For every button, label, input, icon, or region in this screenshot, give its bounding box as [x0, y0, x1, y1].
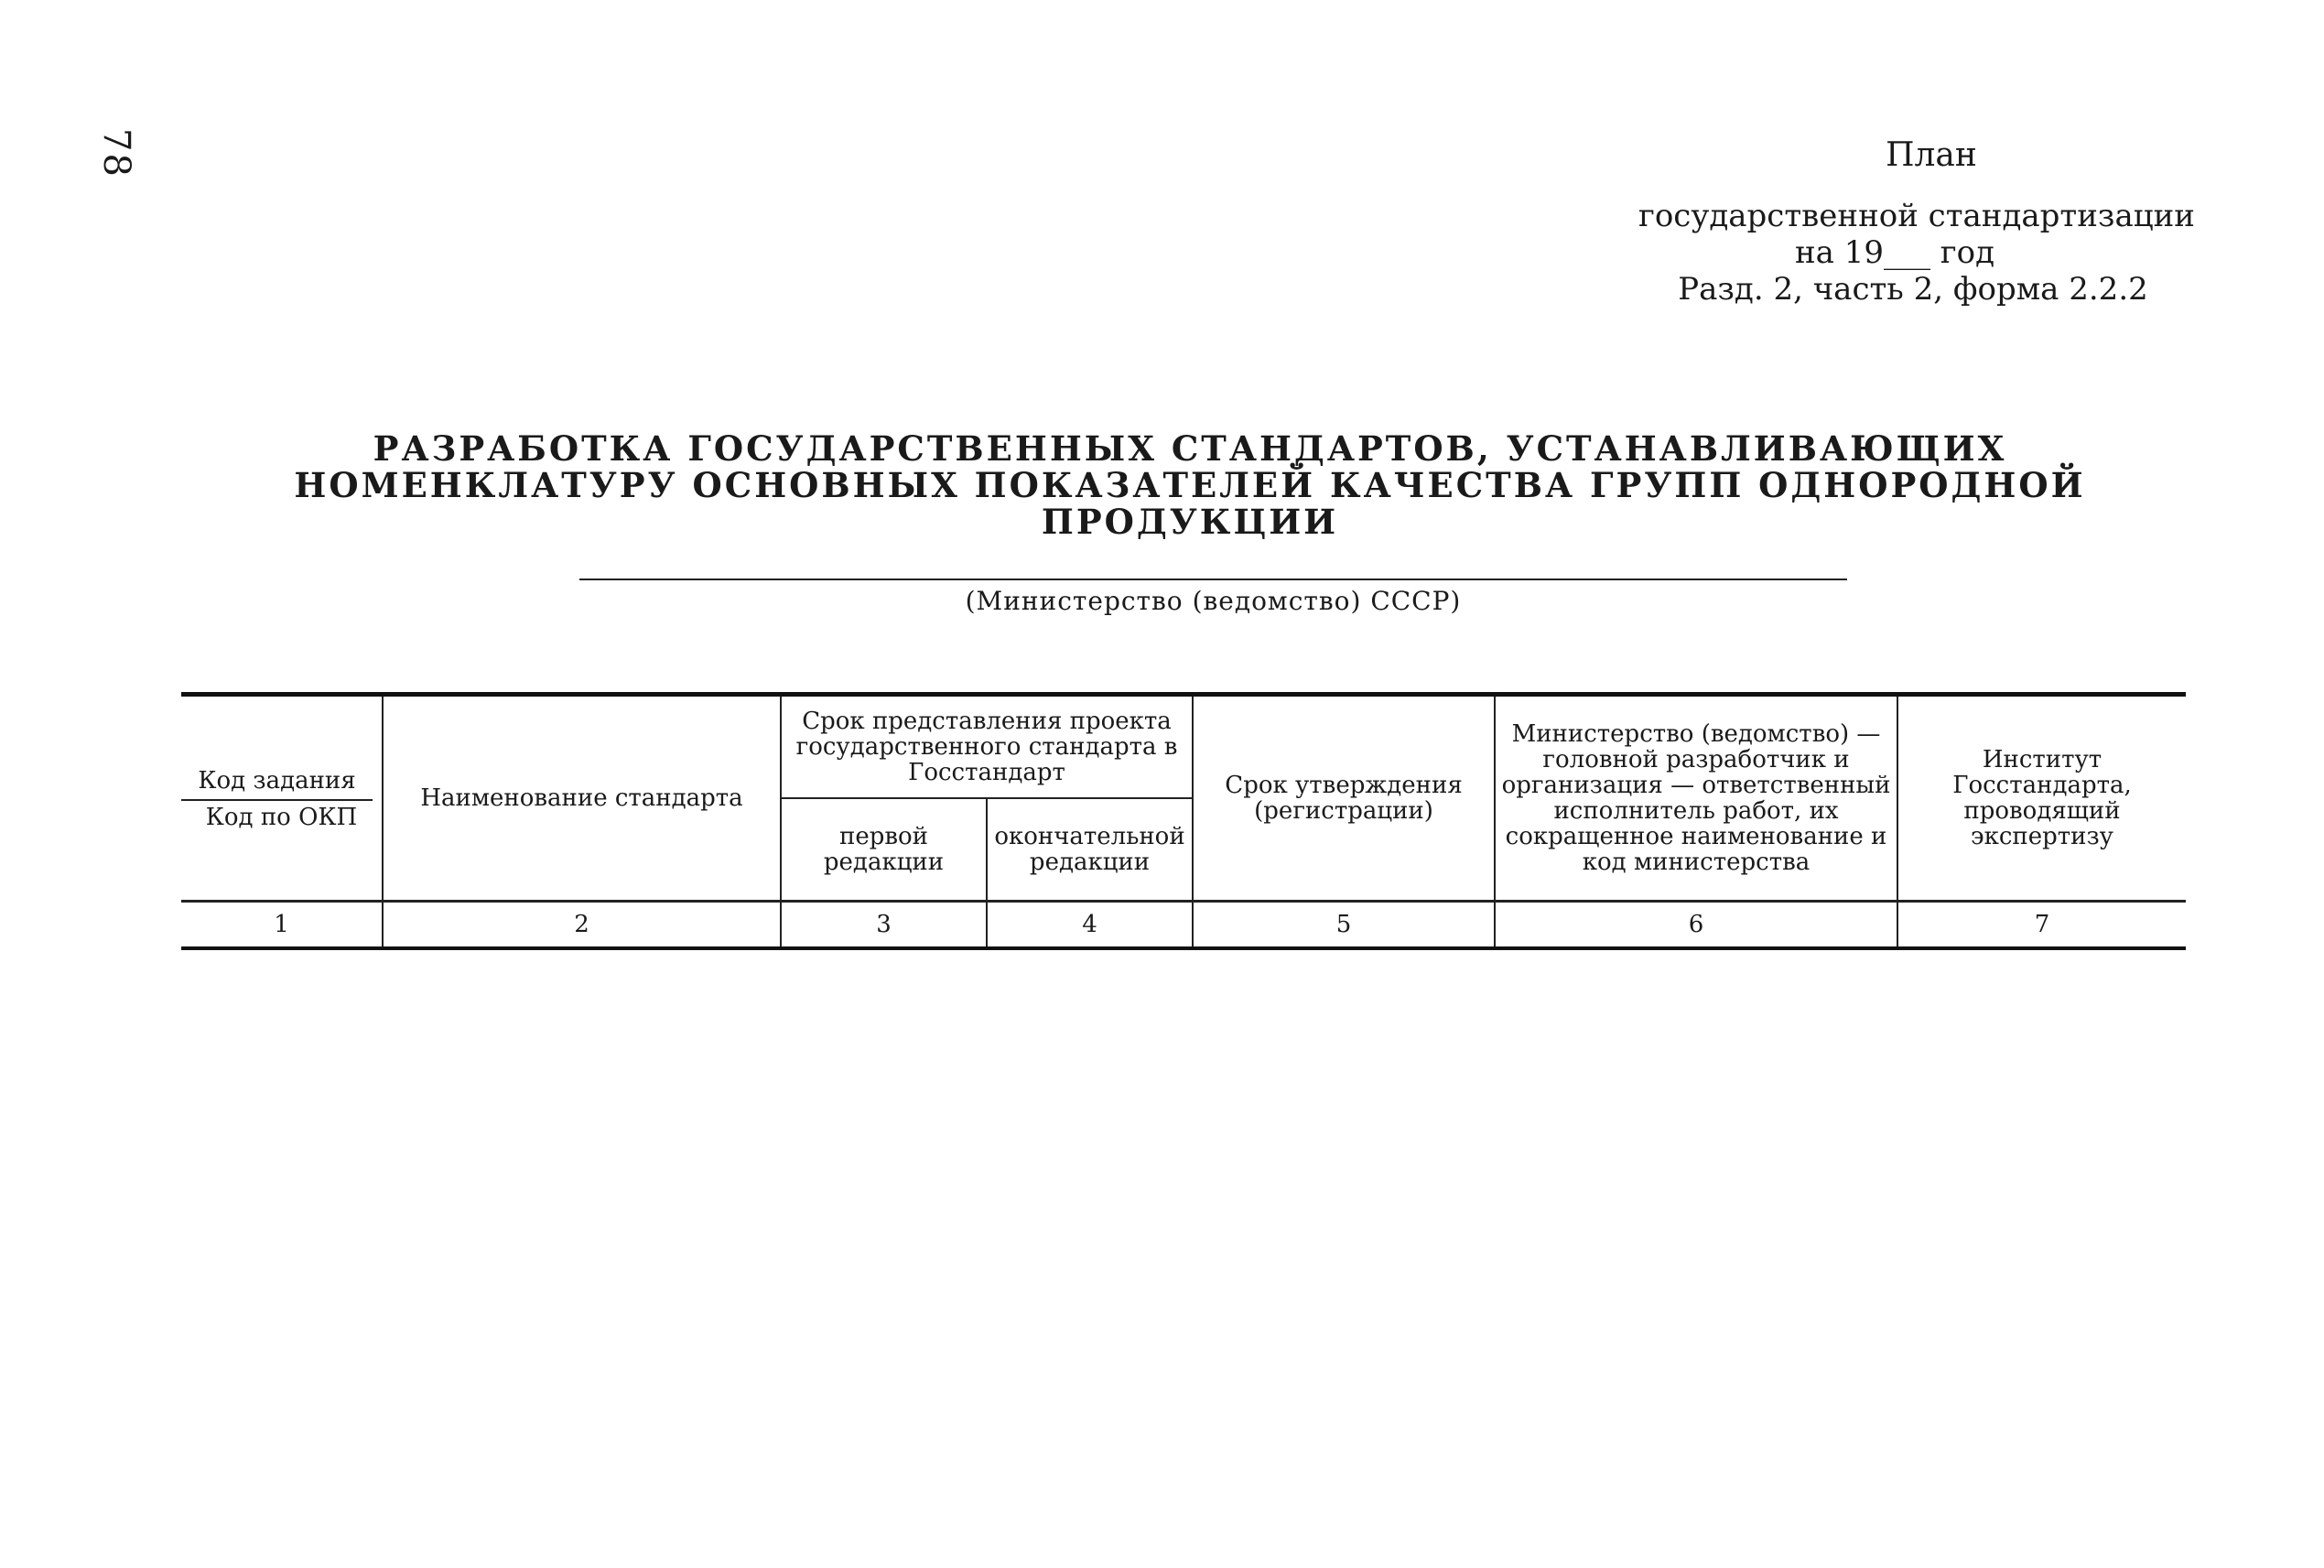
page-number: 78 [95, 128, 137, 178]
document-title [275, 430, 2105, 540]
ministry-fill-line [579, 579, 1847, 580]
plan-line-standardization: государственной стандартизации [1638, 198, 2195, 234]
header-approval-deadline: Срок утверждения (регистрации) [1193, 695, 1495, 902]
plan-block [1638, 136, 2195, 308]
column-number-6: 6 [1495, 902, 1897, 949]
column-number-1: 1 [181, 902, 383, 949]
column-number-2: 2 [383, 902, 781, 949]
plan-line-section: Разд. 2, часть 2, форма 2.2.2 [1678, 271, 2148, 308]
header-code-cell [181, 695, 383, 902]
plan-line-year: на 19___ год [1794, 234, 1995, 271]
document-title-line-2: НОМЕНКЛАТУРУ ОСНОВНЫХ ПОКАЗАТЕЛЕЙ КАЧЕСТВА ГРУПП ОДНОРОДНОЙ ПРОДУКЦИИ [294, 465, 2086, 542]
table-header-row [181, 695, 2186, 799]
form-table [181, 692, 2186, 950]
header-submission-deadline: Срок представления проекта государственного стандарта в Госстандарт [781, 695, 1193, 799]
document-title-line-1: РАЗРАБОТКА ГОСУДАРСТВЕННЫХ СТАНДАРТОВ, УСТАНАВЛИВАЮЩИХ [373, 428, 2007, 469]
column-number-7: 7 [1897, 902, 2186, 949]
ministry-caption: (Министерство (ведомство) СССР) [965, 586, 1462, 616]
header-standard-name: Наименование стандарта [383, 695, 781, 902]
header-okp-code: Код по ОКП [205, 804, 358, 831]
header-ministry-developer: Министерство (ведомство) — головной разработчик и организация — ответственный исполнитель работ, их сокращенное наименование и код министерства [1495, 695, 1897, 902]
header-final-edition: окончательной редакции [987, 798, 1193, 902]
header-expert-institute: Институт Госстандарта, проводящий экспертизу [1897, 695, 2186, 902]
plan-title: План [1886, 136, 1977, 174]
column-number-5: 5 [1193, 902, 1495, 949]
column-number-4: 4 [987, 902, 1193, 949]
column-number-3: 3 [781, 902, 987, 949]
column-number-row [181, 902, 2186, 949]
header-first-edition: первой редакции [781, 798, 987, 902]
header-task-code: Код задания [181, 766, 373, 801]
